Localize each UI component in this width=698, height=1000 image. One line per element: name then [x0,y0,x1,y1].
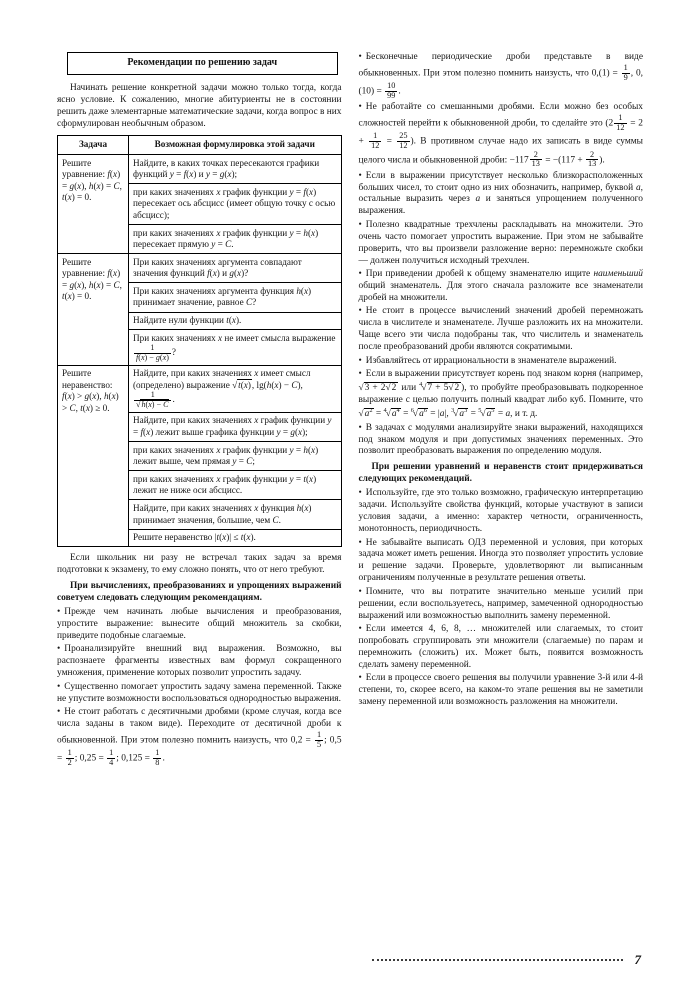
calc-recommendations-list [57,607,342,768]
equations-tips-list [359,488,644,709]
page-footer [372,952,641,968]
two-column-layout [57,50,643,769]
equations-recommendations-heading: При решении уравнений и неравенств стоит придерживаться следующих рекомендаций. [358,462,643,485]
table-row [58,155,342,184]
column-header-task: Задача [58,136,129,155]
simplification-tips-list [359,52,644,458]
recommendation-item: • Прежде чем начинать любые вычисления и преобразования, упростите выражение: вынесите общий множитель за скобки, приведите подобные слагаемые. [57,607,342,643]
formulation-cell: Найдите нули функции t(x). [129,312,342,330]
formulation-cell: при каких значениях x график функции y = h(x) лежит выше, чем прямая y = C; [129,442,342,471]
formulation-cell: при каких значениях x график функции y = t(x) лежит не ниже оси абсцисс. [129,471,342,500]
formulation-cell: Найдите, при каких значениях x график функции y = f(x) лежит выше графика функции y = g(x); [129,412,342,441]
recommendation-item: • Если в выражении присутствует корень под знаком корня (например, √3 + 2√2 или $^4$√7 + 5√2 ), то пробуйте преобразовывать подкоренное выражение с целью получить полный квадрат либо куб. Помните, что $√a^2 = ^4√a^4 = ^6√a^6 = |a|$, $^3√a^3 = ^5√a^5 = a$, и т. д. [359,369,644,421]
page-number: 7 [634,952,641,967]
recommendation-item: • В задачах с модулями анализируйте знаки выражений, находящихся под знаком модуля и при допустимых значениях переменных. Это позволит преобразовать выражения по определению модуля. [359,423,644,459]
formulation-cell: Найдите, в каких точках пересекаются графики функций y = f(x) и y = g(x); [129,155,342,184]
calc-recommendations-heading: При вычислениях, преобразованиях и упрощениях выражений советуем следовать следующим рекомендациям. [57,581,342,604]
recommendation-item: • При приведении дробей к общему знаменателю ищите наименьший общий знаменатель. Для этого сначала разложите все знаменатели дробей на множители. [359,269,644,305]
formulation-cell: Найдите, при каких значениях x имеет смысл (определено) выражение √t(x), lg(h(x) − C), $\frac{1}{√h(x) - C}$ . [129,365,342,412]
table-row [58,365,342,412]
formulation-cell: При каких значениях аргумента совпадают значения функций f(x) и g(x)? [129,254,342,283]
recommendation-item: • Если имеется 4, 6, 8, … множителей или слагаемых, то стоит попробовать сгруппировать эти множители (слагаемые) по парам и перемножить (сложить) их. Может быть, появится возможность сделать замену переменной. [359,624,644,672]
formulation-cell: При каких значениях x не имеет смысла выражение $\frac{1}{f(x) - g(x)}$ ? [129,330,342,366]
recommendation-item: • Не работайте со смешанными дробями. Если можно без особых сложностей перейти к обыкновенной дроби, то сделайте это (2 $\frac{1}{12}$ = 2 + $\frac{1}{12}$ = $\frac{25}{12}$ ). В противном случае надо их записать в виде суммы целого числа и обыкновенной дроби: −117 $\frac{2}{13}$ = −(117 + $\frac{2}{13}$ ). [359,102,644,169]
left-column [57,50,342,769]
recommendation-item: • Не стоит работать с десятичными дробями (кроме случая, когда все числа заданы в таком виде). Переходите от десятичной дроби к обыкновенной. При этом полезно помнить наизусть, что 0,2 = $\frac{1}{5}$ ; 0,5 = $\frac{1}{2}$ ; 0,25 = $\frac{1}{4}$ ; 0,125 = $\frac{1}{8}$ . [57,707,342,768]
intro-paragraph: Начинать решение конкретной задачи можно только тогда, когда ясно условие. К сожалению, многие абитуриенты не в состоянии решить даже элементарные математические задачи, когда вопрос в них сформулирован необычным образом. [57,82,342,129]
recommendation-item: • Помните, что вы потратите значительно меньше усилий при решении, если воспользуетесь, например, замеченной однородностью выражений или возможностью выполнить замену переменной. [359,587,644,623]
column-header-formulation: Возможная формулировка этой задачи [129,136,342,155]
task-cell: Решите уравнение: f(x) = g(x), h(x) = C, t(x) = 0. [58,254,129,366]
formulation-cell: при каких значениях x график функции y = f(x) пересекает ось абсцисс (имеет общую точку с осью абсцисс); [129,184,342,225]
recommendation-item: • Бесконечные периодические дроби представьте в виде обыкновенных. При этом полезно помнить наизусть, что 0,(1) = $\frac{1}{9}$ , 0,(10) = $\frac{10}{99}$ . [359,52,644,101]
formulation-cell: Решите неравенство |t(x)| ≤ t(x). [129,529,342,547]
recommendation-item: • Не забывайте выписать ОДЗ переменной и условия, при которых задача может иметь решения. Иногда это позволяет упростить условие и решение задачи. Проверьте, удовлетворяют ли выписанным ограничениям полученные в результате решения ответы. [359,538,644,586]
after-table-paragraph: Если школьник ни разу не встречал таких задач за время подготовки к экзамену, то ему сложно понять, что от него требуют. [57,553,342,576]
task-formulation-table [57,135,342,547]
recommendation-item: • Избавляйтесь от иррациональности в знаменателе выражений. [359,356,644,368]
formulation-cell: при каких значениях x график функции y = h(x) пересекает прямую y = C. [129,225,342,254]
recommendation-item: • Не стоит в процессе вычислений значений дробей перемножать числа в числителе и знаменателе. Лучше разложить их на множители. Чаще всего эти числа подобраны так, что числитель и знаменатель после преобразований дроби являются сократимыми. [359,306,644,354]
table-header-row [58,136,342,155]
recommendation-item: • Существенно помогает упростить задачу замена переменной. Также не упустите возможности воспользоваться однородностью выражения. [57,682,342,706]
recommendation-item: • Проанализируйте внешний вид выражения. Возможно, вы распознаете фрагменты известных вам формул сокращенного умножения, применение которых позволит упростить задачу. [57,644,342,680]
dotted-rule [372,959,623,961]
recommendation-item: • Если в выражении присутствует несколько близкорасположенных больших чисел, то стоит одно из них обозначить, например, буквой a, остальные выразить через a и заняться упрощением полученного выражения. [359,171,644,219]
right-column [359,50,644,769]
section-title: Рекомендации по решению задач [67,52,338,75]
recommendation-item: • Полезно квадратные трехчлены раскладывать на множители. Это очень часто помогает упростить выражение. При этом не забывайте проверить, что вы произвели разложение верно: перемножьте скобки — должен получиться исходный трехчлен. [359,220,644,268]
formulation-cell: При каких значениях аргумента функция h(x) принимает значение, равное C? [129,283,342,312]
task-cell: Решите уравнение: f(x) = g(x), h(x) = C, t(x) = 0. [58,155,129,254]
recommendation-item: • Используйте, где это только возможно, графическую интерпретацию задачи. Используйте свойства функций, которые участвуют в записи условия задачи, а именно: характер четности, ограниченность, монотонность, периодичность. [359,488,644,536]
formulation-cell: Найдите, при каких значениях x функция h(x) принимает значения, большие, чем C. [129,500,342,529]
table-row [58,254,342,283]
recommendation-item: • Если в процессе своего решения вы получили уравнение 3-й или 4-й степени, то, скорее всего, на каком-то этапе решения вы не заметили замену переменной или возможность разложения на множители. [359,673,644,709]
task-cell: Решите неравенство: f(x) > g(x), h(x) > C, t(x) ≥ 0. [58,365,129,547]
